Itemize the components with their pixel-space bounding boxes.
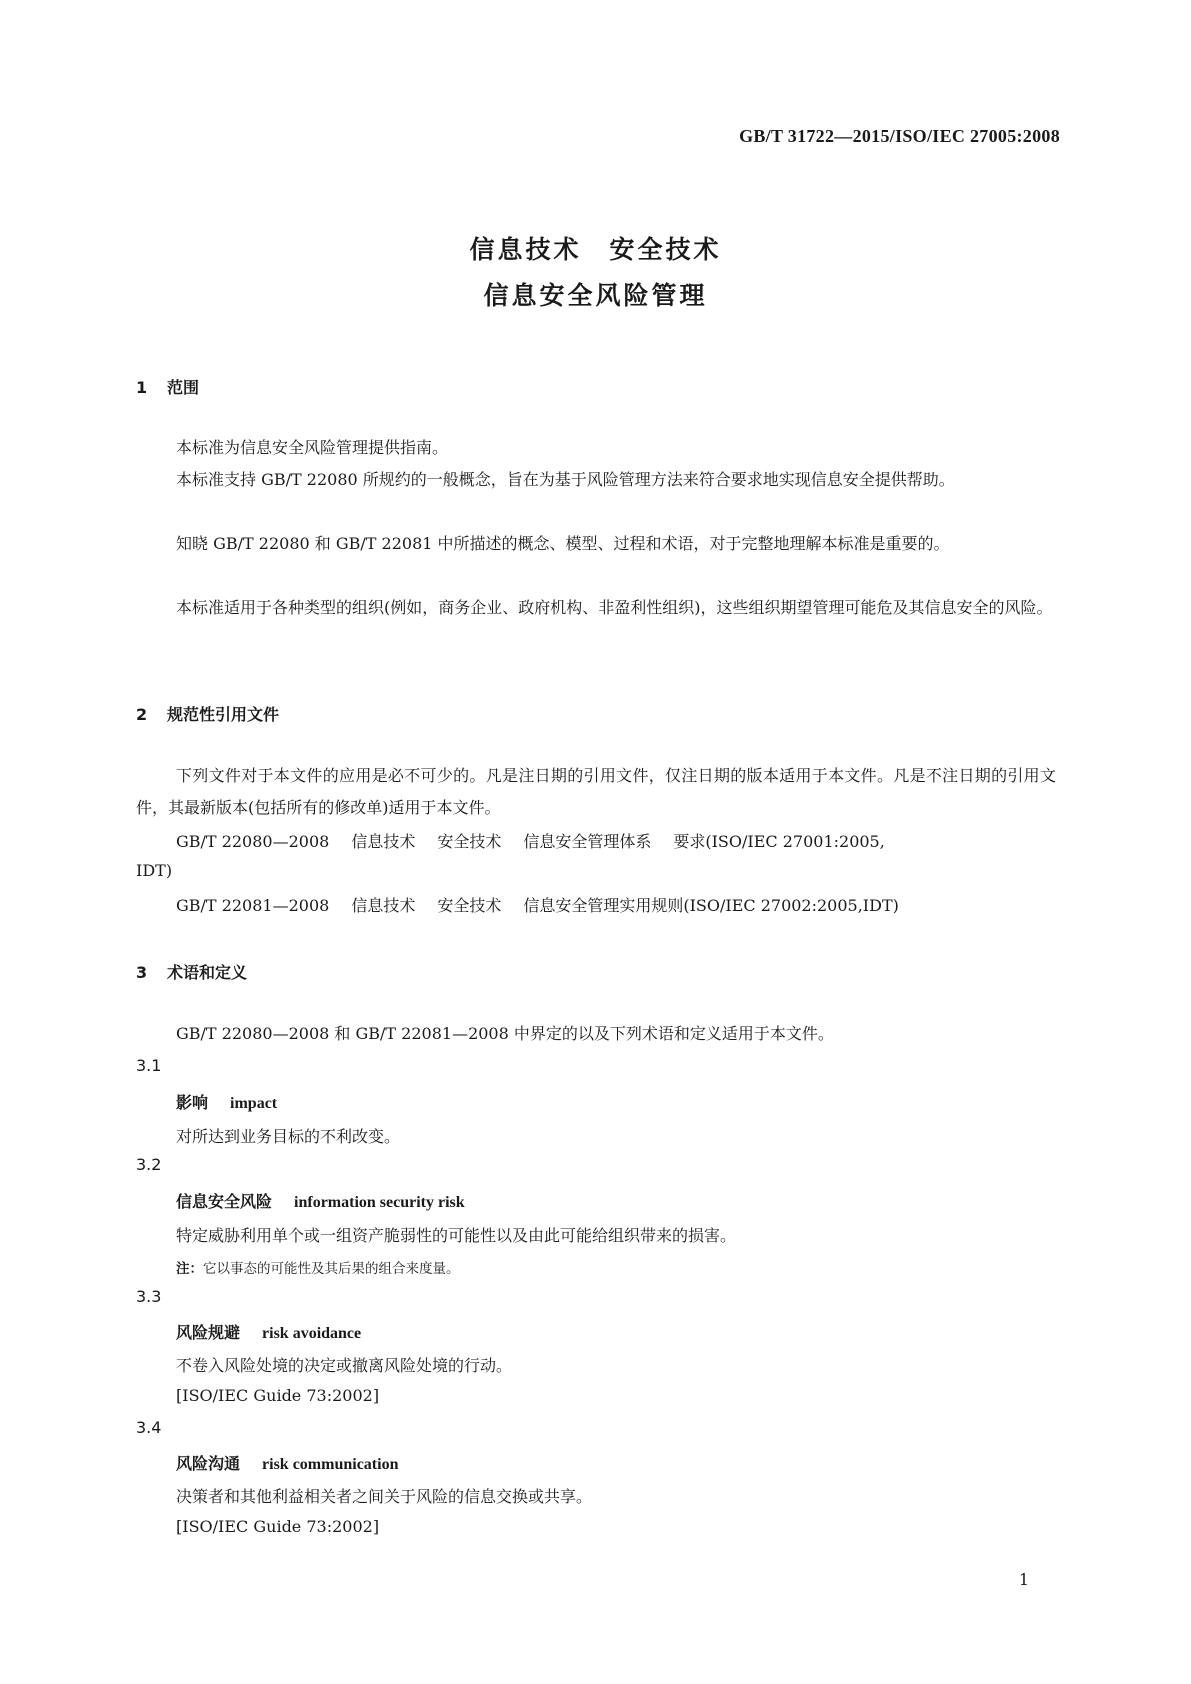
paragraph: 本标准支持 GB/T 22080 所规约的一般概念，旨在为基于风险管理方法来符合要求地实现信息安全提供帮助。 xyxy=(176,470,955,489)
reference-title-part: 信息安全管理体系 xyxy=(523,832,652,851)
term-en: risk communication xyxy=(262,1456,399,1473)
term-definition: 对所达到业务目标的不利改变。 xyxy=(176,1127,401,1146)
term-zh: 风险沟通 xyxy=(176,1454,241,1473)
term-definition: 不卷入风险处境的决定或撤离风险处境的行动。 xyxy=(176,1356,513,1375)
reference-entry xyxy=(176,829,885,852)
section-heading-scope xyxy=(136,375,199,398)
term-note xyxy=(176,1257,460,1277)
reference-continuation: IDT) xyxy=(136,861,173,880)
reference-title-part: 信息安全管理实用规则(ISO/IEC 27002:2005,IDT) xyxy=(523,896,899,915)
reference-title-part: 安全技术 xyxy=(437,896,502,915)
reference-title-part: 信息技术 xyxy=(351,896,416,915)
paragraph: GB/T 22080—2008 和 GB/T 22081—2008 中界定的以及下列术语和定义适用于本文件。 xyxy=(176,1024,834,1043)
standard-code: GB/T 31722—2015/ISO/IEC 27005:2008 xyxy=(739,126,1060,146)
term-en: information security risk xyxy=(294,1194,465,1211)
term-zh: 影响 xyxy=(176,1093,209,1112)
term-en: risk avoidance xyxy=(262,1325,362,1342)
paragraph: 下列文件对于本文件的应用是必不可少的。凡是注日期的引用文件，仅注日期的版本适用于本文件。凡是不注日期的引用文件，其最新版本(包括所有的修改单)适用于本文件。 xyxy=(136,766,1056,817)
term-definition: 特定威胁利用单个或一组资产脆弱性的可能性以及由此可能给组织带来的损害。 xyxy=(176,1226,737,1245)
term-definition: 决策者和其他利益相关者之间关于风险的信息交换或共享。 xyxy=(176,1487,593,1506)
paragraph: 本标准适用于各种类型的组织(例如，商务企业、政府机构、非盈利性组织)，这些组织期望管理可能危及其信息安全的风险。 xyxy=(176,598,1053,617)
document-title-line1: 信息技术 安全技术 xyxy=(469,235,722,264)
section-title: 范围 xyxy=(167,378,200,397)
term-heading xyxy=(176,1189,465,1212)
page-number: 1 xyxy=(1018,1570,1029,1589)
term-source: [ISO/IEC Guide 73:2002] xyxy=(176,1517,380,1536)
reference-title-part: 安全技术 xyxy=(437,832,502,851)
section-title: 规范性引用文件 xyxy=(167,705,280,724)
section-number: 3 xyxy=(136,963,148,982)
term-source: [ISO/IEC Guide 73:2002] xyxy=(176,1386,380,1405)
paragraph: 本标准为信息安全风险管理提供指南。 xyxy=(176,438,449,457)
term-zh: 信息安全风险 xyxy=(176,1192,273,1211)
section-heading-normative-references xyxy=(136,702,279,725)
reference-title-part: 要求(ISO/IEC 27001:2005, xyxy=(673,832,885,851)
section-number: 2 xyxy=(136,705,148,724)
term-en: impact xyxy=(230,1095,278,1112)
document-title-line2: 信息安全风险管理 xyxy=(483,281,708,310)
note-label: 注： xyxy=(176,1261,203,1277)
reference-code: GB/T 22081—2008 xyxy=(176,896,330,915)
note-text: 它以事态的可能性及其后果的组合来度量。 xyxy=(203,1261,460,1277)
reference-entry xyxy=(176,893,899,916)
term-number: 3.3 xyxy=(136,1287,162,1306)
paragraph: 知晓 GB/T 22080 和 GB/T 22081 中所描述的概念、模型、过程和术语，对于完整地理解本标准是重要的。 xyxy=(176,534,950,553)
term-heading xyxy=(176,1090,277,1113)
section-heading-terms-definitions xyxy=(136,960,247,983)
term-number: 3.1 xyxy=(136,1056,162,1075)
section-title: 术语和定义 xyxy=(167,963,248,982)
term-heading xyxy=(176,1320,361,1343)
reference-title-part: 信息技术 xyxy=(351,832,416,851)
section-number: 1 xyxy=(136,378,148,397)
term-heading xyxy=(176,1451,398,1474)
term-number: 3.4 xyxy=(136,1418,162,1437)
reference-code: GB/T 22080—2008 xyxy=(176,832,330,851)
term-number: 3.2 xyxy=(136,1155,162,1174)
term-zh: 风险规避 xyxy=(176,1323,241,1342)
